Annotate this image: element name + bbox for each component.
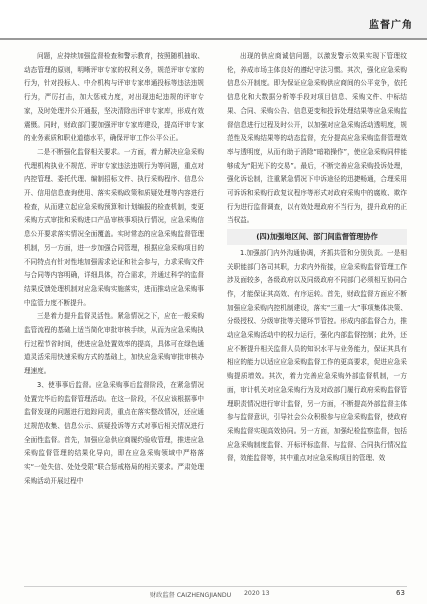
page-header (0, 0, 427, 40)
right-paragraph-1: 出现的供应商诚信问题，以激发警示效果实现下管理纹伦，养成市场主体良好的遵纪守法习惯。其次，强化应急采购信息公开制度。即为保证应急采购供应商间的公平竞争，依托信息化和大数据分析等手段对项目信息、采购文件、中标结果、合同、采购公告、信息更变和投诉处理结果等应急采购监督信息进行过程及时公开，以加强对应急采购活动透明度，规范性及采购结果等的动态监督，充分提高应急采购监督管理效率与透明度，从而有助于消除“暗箱操作”，使应急采购同样能够成为“阳光下的交易”。最后，不断完善应急采购投诉处理，强化诉讼制，注重紧急情况下申诉途径的迅捷畅通，合理采用可诉诉和采购行政复议程序等形式对政府采购中的腐败、欺诈行为进行监督调查，以有效处理政府不当行为，提升政府的正当权益。 (227, 52, 407, 225)
section-label: 监督广角 (369, 20, 413, 31)
footer-divider (24, 586, 407, 587)
right-paragraph-2: 1.加强部门内外沟通协调，齐抓共管和分别负责。一是相关职能部门各司其职，力求内外衔接，应急采购监督管理工作涉及面较多，各级政府以及同级政府不同部门必须相互协同合作，才能保证其高效、有序运转。首先，财政监督方面应不断加强应急采购内控机制建设，落实“三重一大”事项集体决策、分级授权、分级审批等关键环节管控。形成内部监督合力，推动应急采购活动中的权力运行，强化内部监督控制；此外，还应不断提升相关监督人员的知识水平与业务能力，保证其具有相应的能力以适应应急采购监督工作的更高要求，促进应急采购提质增效。其次，着力完善应急采购外部监督机制，一方面，审计机关对应急采购行为及对政部门履行政府采购监督管理职责情况进行审计监督，另一方面，不断提高外部监督主体参与监督意识，引导社会公众积极参与应急采购监督，使政府采购监督实现高效协同。另一方面，加强纪检监察监督，包括应急采购制度监督、开标评标监督、与监督、合同执行情况监督，效能监督等，其中重点对应急采购项目的管理、效 (227, 248, 407, 463)
left-paragraph-1: 问题，应持续加强监督检查和警示教育，按照随机抽取、动态管理的原则，明晰评审专家的权利义务，规范评审专家的行为，针对投标人、中介机构与评审专家串通投标等违法违规行为，严厉打击，加大惩戒力度，对出现违纪违规的评审专家，及时处理并公开通报，坚决清除出评审专家库，形成有效震慑。同时，财政部门要加强评审专家库建设，提高评审专家的业务素质和职业道德水平，确保评审工作公平公正。 (24, 52, 204, 143)
left-paragraph-2: 二是不断强化监督相关要求。一方面，着力解决应急采购代理机构执业不规范、评审专家违法违规行为等问题，重点对内控管理、委托代理、编制招标文件、执行采购程序、信息公开、信用信息查询使用、落实采购政策和质疑处理等内容进行检查，从而建立起应急采购预算和计划编报的检查机制，变更采购方式审批和采购进口产品审核事项执行情况，应急采购信息公开要求落实情况全面覆盖。实时常态的应急采购监督管理机制，另一方面，进一步加强合同管理，根据应急采购项目的不同特点有针对性地加强需求论证和社会参与，力求采购文件与合同等内容明确，详细具体，符合需求，并通过科学的监督结果反馈处理机制对应急采购实施落实，进而推动应急采购事中监管力度不断提升。 (24, 147, 204, 307)
header-left-panel (0, 0, 300, 40)
magazine-name: 财政监督 CAIZHENGJIANDU (150, 592, 232, 599)
issue-number: 2020 13 (244, 590, 270, 597)
right-column (227, 50, 407, 466)
left-paragraph-4: 3、使事事后监督。应急采购事后监督阶段，在紧急情况处置完毕后的监督管理活动。在这一阶段，不仅应该根据事中监督发现的问题进行追踪问责，重点在落实整改情况，还应通过规范收集、信息公示、质疑投诉等方式对事后相关情况进行全面性监督。首先，加强应急供应商履约验收管理，推进应急采购监督管理的结果化导向，即在应急采购领域中严格落实“一处失信、处处受限”联合惩戒格局的相关要求。严肃处理采购活动开展过程中 (24, 380, 204, 485)
section-heading: (四)加强地区间、部门间监督管理协作 (227, 229, 407, 245)
left-column (24, 50, 204, 489)
header-divider (0, 38, 427, 40)
left-paragraph-3: 三是着力提升监督灵活性。紧急情况之下，应在一般采购监管流程的基础上适当简化审批审核手续，从而为应急采购执行过程节省时间，使进应急处置效率的提高，具体可在绿色通道灵活采用快速采购方式的基础上，加快应急采购审批审核办理速度。 (24, 312, 204, 376)
page-footer (0, 588, 427, 602)
page-number: 63 (396, 589, 405, 597)
